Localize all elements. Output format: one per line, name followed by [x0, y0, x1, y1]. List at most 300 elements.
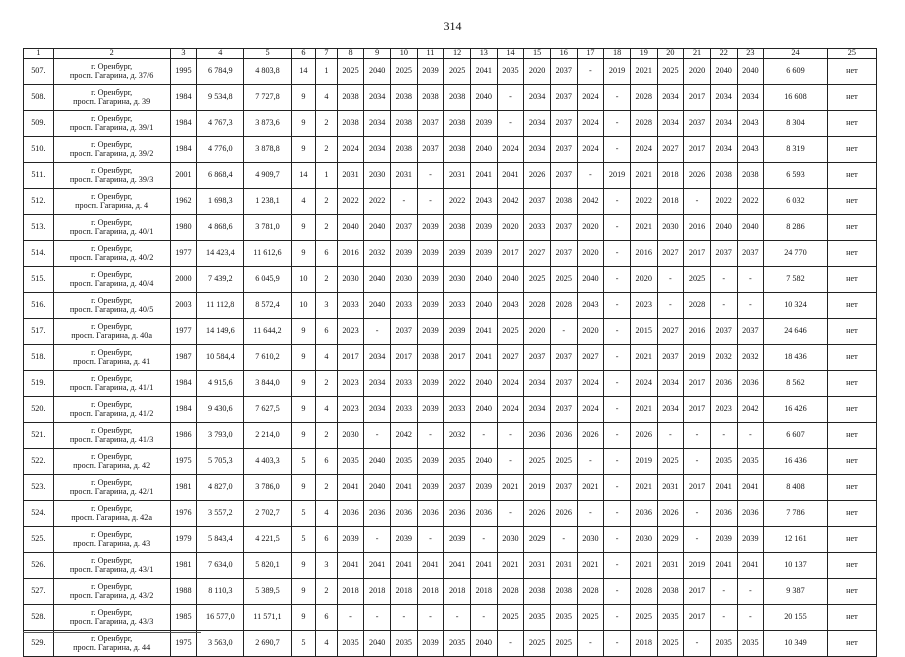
table-cell: -: [604, 345, 631, 371]
row-number: 513.: [24, 215, 54, 241]
table-cell: 2040: [364, 267, 391, 293]
table-cell: -: [417, 163, 444, 189]
table-cell: нет: [827, 631, 876, 657]
table-cell: 2018: [364, 579, 391, 605]
table-cell: 2: [316, 215, 338, 241]
table-cell: 2025: [577, 605, 604, 631]
table-cell: 2015: [630, 319, 657, 345]
table-cell: 11 644,2: [244, 319, 291, 345]
address-line: просп. Гагарина, д. 43/3: [69, 616, 154, 626]
table-cell: 2037: [710, 319, 737, 345]
table-cell: 2000: [170, 267, 197, 293]
table-cell: нет: [827, 267, 876, 293]
table-cell: 2037: [524, 189, 551, 215]
table-cell: 2038: [657, 579, 684, 605]
table-row: [24, 189, 877, 215]
table-cell: 3 781,0: [244, 215, 291, 241]
table-cell: 2034: [710, 137, 737, 163]
table-cell: 1987: [170, 345, 197, 371]
table-cell: -: [364, 319, 391, 345]
table-row: [24, 449, 877, 475]
table-cell: -: [497, 85, 524, 111]
table-cell: 2037: [550, 371, 577, 397]
table-cell: -: [417, 189, 444, 215]
table-cell: 2024: [497, 137, 524, 163]
table-cell: 11 112,8: [197, 293, 244, 319]
row-number: 524.: [24, 501, 54, 527]
table-cell: 2041: [390, 553, 417, 579]
table-cell: 1 698,3: [197, 189, 244, 215]
table-cell: 2034: [524, 111, 551, 137]
column-header: 23: [737, 49, 764, 59]
table-cell: 2039: [417, 59, 444, 85]
table-cell: 7 634,0: [197, 553, 244, 579]
table-cell: 16 577,0: [197, 605, 244, 631]
table-cell: 4: [291, 189, 316, 215]
table-cell: 9: [291, 215, 316, 241]
table-cell: 4: [316, 631, 338, 657]
table-cell: 2034: [524, 371, 551, 397]
address-cell: [53, 501, 170, 527]
table-cell: 2019: [684, 553, 711, 579]
table-cell: 2020: [684, 59, 711, 85]
address-cell: [53, 553, 170, 579]
table-cell: 1985: [170, 605, 197, 631]
address-line: просп. Гагарина, д. 39: [73, 96, 151, 106]
table-cell: 2037: [737, 319, 764, 345]
table-cell: 2017: [684, 605, 711, 631]
table-cell: 1979: [170, 527, 197, 553]
table-cell: 2017: [684, 475, 711, 501]
table-cell: 4: [316, 345, 338, 371]
table-cell: 2030: [444, 267, 471, 293]
table-cell: 1980: [170, 215, 197, 241]
table-cell: 2024: [337, 137, 364, 163]
address-cell: [53, 527, 170, 553]
address-line: г. Оренбург,: [91, 269, 133, 279]
table-cell: 2025: [550, 267, 577, 293]
row-number: 529.: [24, 631, 54, 657]
table-cell: 1975: [170, 449, 197, 475]
table-cell: 2034: [710, 85, 737, 111]
address-line: г. Оренбург,: [91, 217, 133, 227]
table-cell: 2021: [630, 475, 657, 501]
table-cell: 2: [316, 579, 338, 605]
table-cell: 2041: [337, 475, 364, 501]
table-row: [24, 59, 877, 85]
table-cell: 2034: [524, 137, 551, 163]
table-cell: 2022: [737, 189, 764, 215]
table-cell: -: [710, 267, 737, 293]
table-cell: -: [684, 189, 711, 215]
table-cell: 2023: [337, 397, 364, 423]
table-cell: 2017: [684, 241, 711, 267]
table-cell: -: [737, 579, 764, 605]
table-cell: -: [604, 449, 631, 475]
table-cell: 16 426: [764, 397, 828, 423]
table-cell: 2024: [497, 397, 524, 423]
table-cell: 2034: [737, 85, 764, 111]
table-cell: 2016: [684, 215, 711, 241]
table-cell: 2021: [630, 59, 657, 85]
table-cell: 2030: [657, 215, 684, 241]
table-cell: 2039: [417, 449, 444, 475]
table-cell: 2017: [684, 397, 711, 423]
table-cell: 2025: [630, 605, 657, 631]
table-cell: 18 436: [764, 345, 828, 371]
column-header: 5: [244, 49, 291, 59]
table-cell: 9 430,6: [197, 397, 244, 423]
table-cell: 2016: [337, 241, 364, 267]
table-cell: 2043: [470, 189, 497, 215]
table-cell: 2031: [657, 475, 684, 501]
table-cell: 9: [291, 579, 316, 605]
column-header: 17: [577, 49, 604, 59]
table-cell: 2037: [390, 215, 417, 241]
table-cell: 2035: [390, 631, 417, 657]
address-line: просп. Гагарина, д. 41/1: [69, 382, 154, 392]
table-cell: 2: [316, 371, 338, 397]
row-number: 527.: [24, 579, 54, 605]
table-cell: 6 607: [764, 423, 828, 449]
table-cell: 14: [291, 163, 316, 189]
table-cell: 2028: [524, 293, 551, 319]
table-cell: -: [604, 189, 631, 215]
table-cell: 2024: [630, 371, 657, 397]
table-cell: 2018: [337, 579, 364, 605]
table-cell: 2027: [657, 137, 684, 163]
table-cell: 2040: [737, 59, 764, 85]
table-cell: -: [390, 189, 417, 215]
table-cell: 2037: [550, 59, 577, 85]
table-row: [24, 371, 877, 397]
table-cell: -: [550, 527, 577, 553]
table-cell: 2: [316, 423, 338, 449]
table-cell: 2027: [524, 241, 551, 267]
address-line: просп. Гагарина, д. 37/6: [69, 70, 154, 80]
address-line: г. Оренбург,: [91, 529, 133, 539]
table-cell: 2039: [417, 631, 444, 657]
table-cell: 2041: [737, 475, 764, 501]
address-line: просп. Гагарина, д. 43/2: [69, 590, 154, 600]
table-row: [24, 631, 877, 657]
column-header: 14: [497, 49, 524, 59]
table-row: [24, 267, 877, 293]
table-row: [24, 475, 877, 501]
table-cell: 2025: [337, 59, 364, 85]
table-cell: 2022: [630, 189, 657, 215]
table-cell: -: [604, 85, 631, 111]
table-cell: 2037: [444, 475, 471, 501]
table-cell: 10: [291, 293, 316, 319]
table-cell: 2023: [337, 371, 364, 397]
table-row: [24, 137, 877, 163]
address-line: просп. Гагарина, д. 40/5: [69, 304, 154, 314]
table-cell: -: [604, 267, 631, 293]
table-cell: 2038: [337, 85, 364, 111]
table-cell: 2028: [497, 579, 524, 605]
table-cell: -: [604, 111, 631, 137]
table-cell: 2017: [444, 345, 471, 371]
table-cell: 2027: [657, 241, 684, 267]
column-header: 25: [827, 49, 876, 59]
table-cell: 1977: [170, 319, 197, 345]
table-cell: -: [684, 423, 711, 449]
table-cell: -: [684, 501, 711, 527]
footnote-divider: [23, 632, 201, 633]
address-cell: [53, 345, 170, 371]
table-cell: 9: [291, 397, 316, 423]
table-cell: 8 304: [764, 111, 828, 137]
table-cell: 2037: [390, 319, 417, 345]
table-cell: 2033: [390, 293, 417, 319]
column-header: 8: [337, 49, 364, 59]
table-cell: 2040: [497, 267, 524, 293]
table-cell: 7 627,5: [244, 397, 291, 423]
table-cell: -: [577, 59, 604, 85]
table-cell: 2039: [417, 267, 444, 293]
table-cell: 4 868,6: [197, 215, 244, 241]
table-cell: 2020: [577, 319, 604, 345]
table-cell: 2036: [737, 371, 764, 397]
table-cell: -: [497, 631, 524, 657]
table-cell: 2032: [737, 345, 764, 371]
table-cell: нет: [827, 423, 876, 449]
table-cell: 2 690,7: [244, 631, 291, 657]
table-cell: -: [710, 605, 737, 631]
row-number: 509.: [24, 111, 54, 137]
row-number: 510.: [24, 137, 54, 163]
address-line: г. Оренбург,: [91, 555, 133, 565]
table-cell: 2040: [364, 475, 391, 501]
table-cell: 24 646: [764, 319, 828, 345]
table-cell: 2035: [737, 631, 764, 657]
table-cell: 2024: [577, 85, 604, 111]
address-line: г. Оренбург,: [91, 477, 133, 487]
table-cell: 2039: [710, 527, 737, 553]
table-cell: 4 909,7: [244, 163, 291, 189]
table-cell: 9: [291, 85, 316, 111]
table-cell: 1984: [170, 371, 197, 397]
table-cell: 2041: [737, 553, 764, 579]
address-line: г. Оренбург,: [91, 139, 133, 149]
table-cell: -: [657, 423, 684, 449]
table-cell: 2041: [497, 163, 524, 189]
table-cell: нет: [827, 163, 876, 189]
table-cell: -: [577, 631, 604, 657]
table-cell: -: [577, 163, 604, 189]
table-cell: 2: [316, 267, 338, 293]
table-cell: -: [684, 631, 711, 657]
table-cell: 8 562: [764, 371, 828, 397]
table-cell: 2021: [630, 163, 657, 189]
column-header: 22: [710, 49, 737, 59]
address-line: просп. Гагарина, д. 40а: [71, 330, 153, 340]
row-number: 528.: [24, 605, 54, 631]
table-cell: -: [470, 423, 497, 449]
table-cell: 4: [316, 397, 338, 423]
table-cell: 2040: [337, 215, 364, 241]
table-cell: 2019: [524, 475, 551, 501]
table-cell: 2024: [630, 137, 657, 163]
table-cell: -: [604, 423, 631, 449]
table-cell: 3 873,6: [244, 111, 291, 137]
table-cell: 2033: [390, 371, 417, 397]
table-cell: 2027: [497, 345, 524, 371]
address-line: просп. Гагарина, д. 42/1: [69, 486, 154, 496]
table-cell: 2040: [710, 215, 737, 241]
table-cell: нет: [827, 501, 876, 527]
row-number: 519.: [24, 371, 54, 397]
table-cell: 2028: [630, 111, 657, 137]
table-cell: 2021: [630, 397, 657, 423]
address-line: просп. Гагарина, д. 39/1: [69, 122, 154, 132]
table-cell: 2040: [470, 371, 497, 397]
table-cell: 2041: [417, 553, 444, 579]
table-cell: 2035: [524, 605, 551, 631]
table-cell: 2035: [710, 449, 737, 475]
table-cell: 2035: [710, 631, 737, 657]
table-cell: 2034: [364, 137, 391, 163]
table-cell: 2030: [337, 267, 364, 293]
address-line: г. Оренбург,: [91, 61, 133, 71]
table-cell: 2034: [364, 345, 391, 371]
table-cell: 2021: [497, 475, 524, 501]
table-cell: 1981: [170, 553, 197, 579]
table-cell: 6 045,9: [244, 267, 291, 293]
table-cell: 5 705,3: [197, 449, 244, 475]
table-cell: 1984: [170, 397, 197, 423]
table-cell: нет: [827, 605, 876, 631]
table-cell: 2042: [737, 397, 764, 423]
table-cell: 2038: [550, 189, 577, 215]
table-cell: нет: [827, 371, 876, 397]
table-cell: 2025: [684, 267, 711, 293]
table-cell: 2039: [470, 241, 497, 267]
table-cell: 2031: [390, 163, 417, 189]
table-cell: 2040: [470, 397, 497, 423]
row-number: 522.: [24, 449, 54, 475]
table-cell: 2021: [630, 215, 657, 241]
table-cell: 2037: [550, 163, 577, 189]
table-cell: 7 786: [764, 501, 828, 527]
table-cell: 3: [316, 293, 338, 319]
table-cell: 2034: [657, 397, 684, 423]
table-cell: 9: [291, 111, 316, 137]
table-cell: 6 784,9: [197, 59, 244, 85]
table-cell: 2026: [577, 423, 604, 449]
table-cell: 4: [316, 501, 338, 527]
table-cell: 2032: [444, 423, 471, 449]
table-cell: 2040: [364, 293, 391, 319]
table-cell: 2024: [577, 397, 604, 423]
table-cell: -: [604, 527, 631, 553]
column-header: 7: [316, 49, 338, 59]
table-cell: 2038: [444, 215, 471, 241]
address-line: просп. Гагарина, д. 42а: [71, 512, 153, 522]
table-cell: 9: [291, 345, 316, 371]
table-cell: 2039: [470, 111, 497, 137]
table-cell: 2041: [470, 319, 497, 345]
table-cell: -: [604, 319, 631, 345]
table-cell: 2028: [577, 579, 604, 605]
table-cell: 2025: [550, 449, 577, 475]
table-cell: 2034: [364, 85, 391, 111]
table-cell: 2040: [470, 631, 497, 657]
table-cell: 2039: [390, 527, 417, 553]
table-cell: нет: [827, 553, 876, 579]
table-cell: 2017: [390, 345, 417, 371]
table-cell: -: [417, 423, 444, 449]
row-number: 523.: [24, 475, 54, 501]
table-cell: 2037: [550, 241, 577, 267]
table-cell: 2028: [630, 579, 657, 605]
table-cell: 2039: [417, 241, 444, 267]
table-cell: 2021: [577, 553, 604, 579]
table-cell: 2042: [497, 189, 524, 215]
table-cell: 2037: [417, 137, 444, 163]
table-cell: 6: [316, 241, 338, 267]
column-header: 6: [291, 49, 316, 59]
table-cell: 2 702,7: [244, 501, 291, 527]
table-cell: 20 155: [764, 605, 828, 631]
table-cell: 14: [291, 59, 316, 85]
table-cell: -: [737, 293, 764, 319]
table-cell: 2034: [364, 111, 391, 137]
address-cell: [53, 605, 170, 631]
table-cell: 2038: [390, 111, 417, 137]
table-cell: 11 571,1: [244, 605, 291, 631]
table-cell: 2030: [364, 163, 391, 189]
table-cell: 3 793,0: [197, 423, 244, 449]
table-cell: -: [604, 475, 631, 501]
table-cell: 6: [316, 605, 338, 631]
table-cell: 2026: [657, 501, 684, 527]
address-cell: [53, 475, 170, 501]
table-cell: 4: [316, 85, 338, 111]
address-cell: [53, 423, 170, 449]
table-cell: 2017: [684, 137, 711, 163]
table-cell: 2023: [337, 319, 364, 345]
column-header: 21: [684, 49, 711, 59]
table-cell: 2026: [550, 501, 577, 527]
row-number: 516.: [24, 293, 54, 319]
table-cell: нет: [827, 215, 876, 241]
table-row: [24, 397, 877, 423]
table-cell: 1: [316, 59, 338, 85]
table-cell: 2036: [364, 501, 391, 527]
table-cell: 4 221,5: [244, 527, 291, 553]
table-cell: 9: [291, 241, 316, 267]
table-cell: 2039: [444, 241, 471, 267]
table-cell: 2039: [417, 371, 444, 397]
table-cell: -: [444, 605, 471, 631]
table-cell: нет: [827, 345, 876, 371]
table-cell: 2031: [550, 553, 577, 579]
table-cell: 2025: [550, 631, 577, 657]
table-cell: 2039: [337, 527, 364, 553]
table-cell: 2028: [684, 293, 711, 319]
table-cell: -: [737, 605, 764, 631]
table-cell: нет: [827, 59, 876, 85]
table-cell: 8 572,4: [244, 293, 291, 319]
table-cell: 2018: [417, 579, 444, 605]
table-row: [24, 345, 877, 371]
address-line: просп. Гагарина, д. 40/4: [69, 278, 154, 288]
table-cell: 2031: [337, 163, 364, 189]
row-number: 515.: [24, 267, 54, 293]
table-row: [24, 215, 877, 241]
